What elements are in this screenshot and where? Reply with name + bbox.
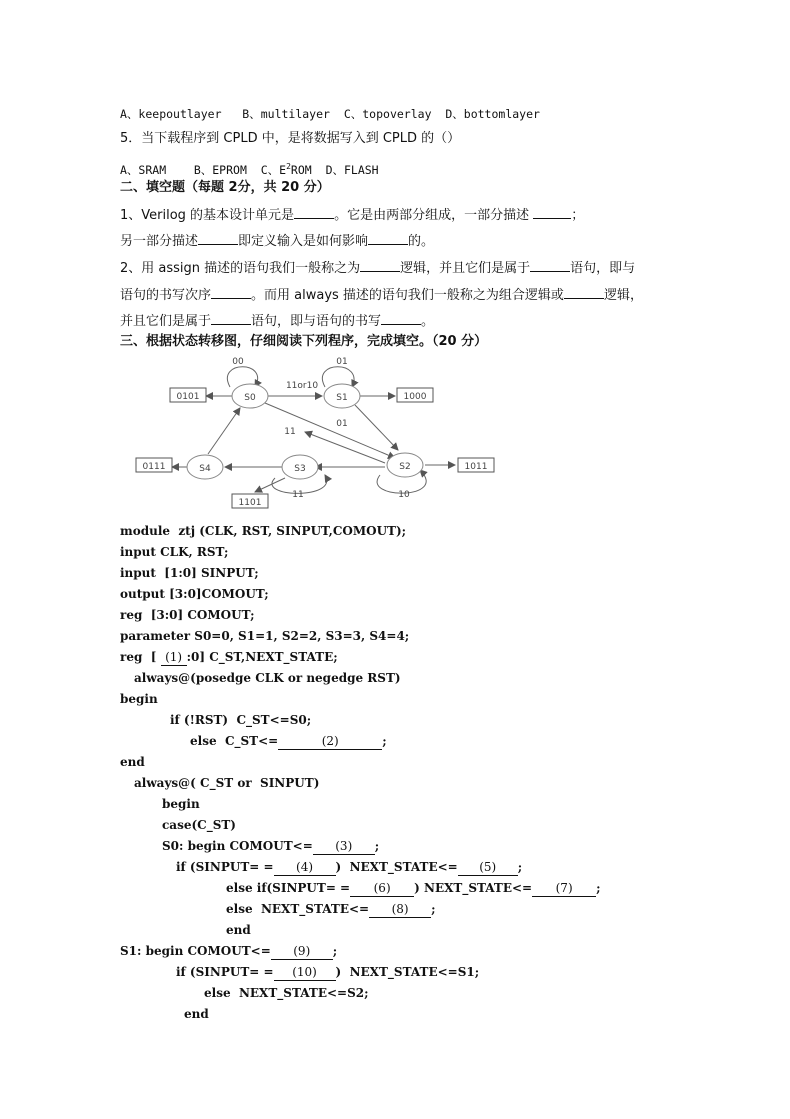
code-line: output [3:0]COMOUT; bbox=[120, 587, 269, 601]
code-line: case(C_ST) bbox=[162, 818, 236, 832]
code-line: reg [3:0] COMOUT; bbox=[120, 608, 255, 622]
code-line: else if(SINPUT= = (6) ) NEXT_STATE<= (7) ; bbox=[226, 881, 601, 895]
code-blank-5[interactable]: (5) bbox=[458, 859, 518, 876]
code-blank-7[interactable]: (7) bbox=[532, 880, 596, 897]
answer-blank[interactable] bbox=[294, 206, 334, 219]
fill-q1-line1: 1、Verilog 的基本设计单元是 。它是由两部分组成，一部分描述 ； bbox=[120, 208, 585, 223]
section3-title: 三、根据状态转移图，仔细阅读下列程序，完成填空。（20 分） bbox=[120, 334, 488, 349]
code-line: S1: begin COMOUT<= (9) ; bbox=[120, 944, 338, 958]
state-label: S0 bbox=[244, 393, 256, 403]
q5-question: 5．当下载程序到 CPLD 中，是将数据写入到 CPLD 的（） bbox=[120, 131, 461, 146]
edge-label: 11 bbox=[292, 490, 304, 500]
edge-label: 11 bbox=[284, 427, 296, 437]
edge-label: 01 bbox=[336, 357, 348, 367]
code-blank-8[interactable]: (8) bbox=[369, 901, 431, 918]
code-blank-4[interactable]: (4) bbox=[274, 859, 336, 876]
edge-label: 01 bbox=[336, 419, 348, 429]
state-label: S3 bbox=[294, 464, 306, 474]
fill-q2-line3: 并且它们是属于 语句，即与语句的书写 。 bbox=[120, 314, 435, 329]
state-diagram bbox=[130, 350, 510, 515]
code-line: begin bbox=[162, 797, 200, 811]
code-blank-10[interactable]: (10) bbox=[274, 964, 336, 981]
answer-blank[interactable] bbox=[198, 232, 238, 245]
code-blank-3[interactable]: (3) bbox=[313, 838, 375, 855]
code-line: else NEXT_STATE<=S2; bbox=[204, 986, 369, 1000]
fill-q1-line2: 另一部分描述 即定义输入是如何影响 的。 bbox=[120, 234, 435, 249]
code-blank-2[interactable]: (2) bbox=[278, 733, 382, 750]
code-line: else NEXT_STATE<= (8) ; bbox=[226, 902, 436, 916]
q4-options: A、keepoutlayer B、multilayer C、topoverlay D、bottomlayer bbox=[120, 107, 540, 121]
edge-label: 00 bbox=[232, 357, 244, 367]
code-line: if (!RST) C_ST<=S0; bbox=[170, 713, 312, 727]
code-line: end bbox=[120, 755, 145, 769]
answer-blank[interactable] bbox=[381, 312, 421, 325]
state-label: S4 bbox=[199, 464, 211, 474]
code-line: end bbox=[184, 1007, 209, 1021]
fill-q2-line1: 2、用 assign 描述的语句我们一般称之为 逻辑，并且它们是属于 语句，即与 bbox=[120, 261, 636, 276]
answer-blank[interactable] bbox=[368, 232, 408, 245]
answer-blank[interactable] bbox=[533, 206, 571, 219]
output-label: 1000 bbox=[403, 392, 427, 402]
code-line: begin bbox=[120, 692, 158, 706]
state-label: S2 bbox=[399, 462, 411, 472]
answer-blank[interactable] bbox=[564, 286, 604, 299]
code-blank-1[interactable]: (1) bbox=[161, 649, 187, 666]
answer-blank[interactable] bbox=[530, 259, 570, 272]
section2-title: 二、填空题（每题 2分，共 20 分） bbox=[120, 180, 330, 195]
output-label: 0111 bbox=[142, 462, 166, 472]
code-line: if (SINPUT= = (4) ) NEXT_STATE<= (5) ; bbox=[176, 860, 523, 874]
code-line: end bbox=[226, 923, 251, 937]
edge-label: 11or10 bbox=[285, 381, 319, 391]
fill-q2-line2: 语句的书写次序 。而用 always 描述的语句我们一般称之为组合逻辑或 逻辑， bbox=[120, 288, 643, 303]
code-line: always@( C_ST or SINPUT) bbox=[134, 776, 320, 790]
code-line: reg [ (1) :0] C_ST,NEXT_STATE; bbox=[120, 650, 338, 664]
output-label: 1101 bbox=[238, 498, 262, 508]
code-line: if (SINPUT= = (10) ) NEXT_STATE<=S1; bbox=[176, 965, 480, 979]
output-label: 1011 bbox=[464, 462, 488, 472]
edge-label: 10 bbox=[398, 490, 410, 500]
state-label: S1 bbox=[336, 393, 348, 403]
code-line: input CLK, RST; bbox=[120, 545, 229, 559]
code-line: input [1:0] SINPUT; bbox=[120, 566, 259, 580]
code-line: always@(posedge CLK or negedge RST) bbox=[134, 671, 401, 685]
answer-blank[interactable] bbox=[360, 259, 400, 272]
answer-blank[interactable] bbox=[211, 312, 251, 325]
code-blank-6[interactable]: (6) bbox=[350, 880, 414, 897]
answer-blank[interactable] bbox=[211, 286, 251, 299]
code-line: else C_ST<= (2) ; bbox=[190, 734, 387, 748]
code-line: parameter S0=0, S1=1, S2=2, S3=3, S4=4; bbox=[120, 629, 410, 643]
code-line: S0: begin COMOUT<= (3) ; bbox=[162, 839, 380, 853]
output-label: 0101 bbox=[176, 392, 200, 402]
code-blank-9[interactable]: (9) bbox=[271, 943, 333, 960]
code-line: module ztj (CLK, RST, SINPUT,COMOUT); bbox=[120, 524, 407, 538]
q5-options: A、SRAM B、EPROM C、$E^2ROM$ D、FLASH bbox=[120, 162, 379, 177]
